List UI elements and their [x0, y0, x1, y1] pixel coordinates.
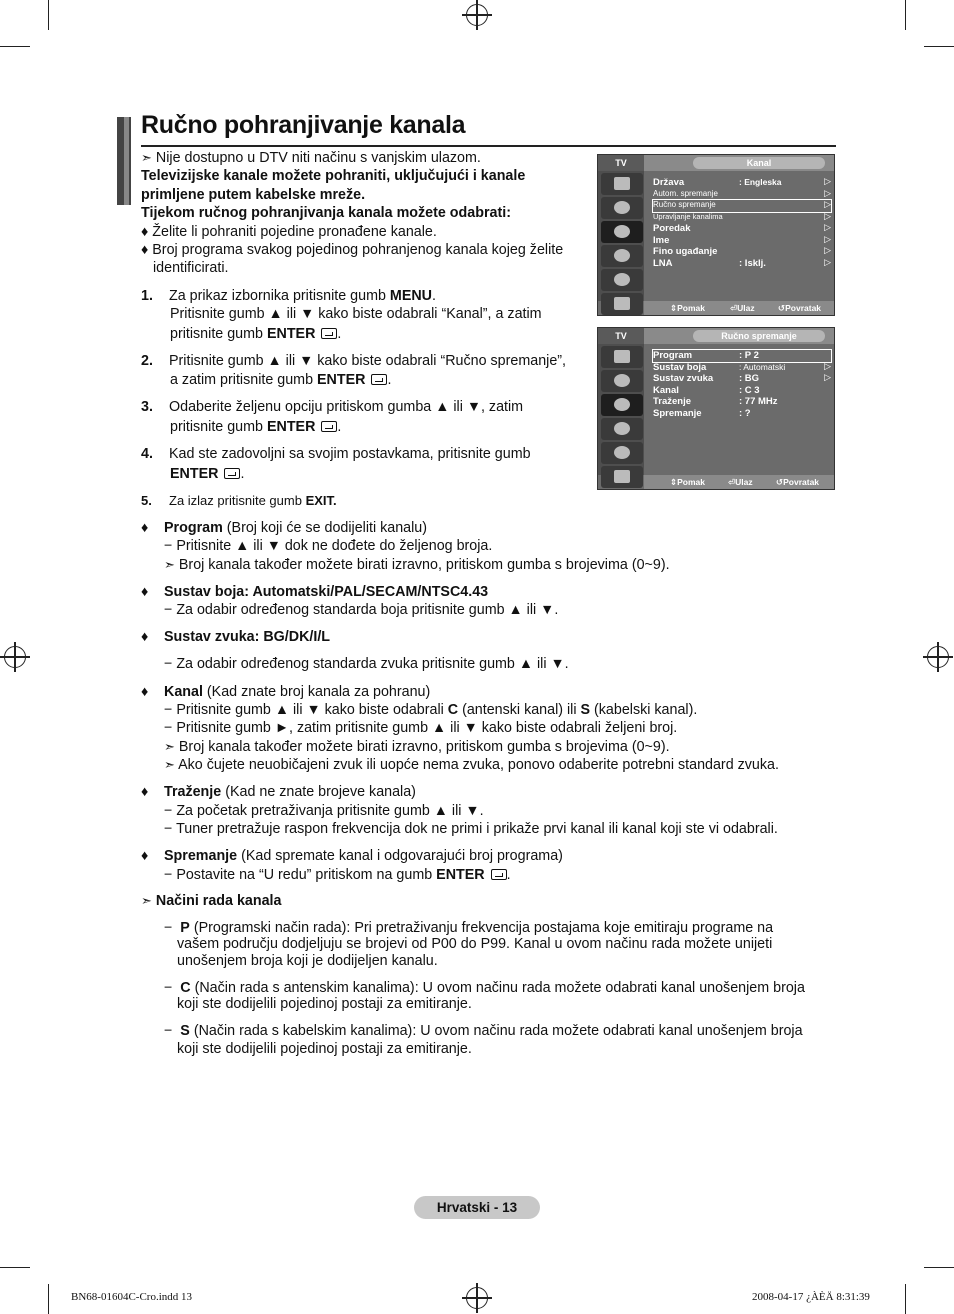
step-3-line — [170, 418, 341, 437]
step-number: 3. — [141, 399, 153, 415]
detail-line: − Pritisnite ▲ ili ▼ dok ne dođete do željenog broja. — [164, 538, 493, 554]
sound-icon[interactable] — [601, 197, 643, 219]
back-hint: ↺ Povratak — [776, 477, 820, 487]
diamond-bullet-icon: ♦ — [141, 520, 149, 536]
step-4 — [141, 445, 531, 464]
tv-menu-title: Ručno spremanje — [693, 330, 825, 342]
detail-text: (Kad znate broj kanala za pohranu) — [202, 684, 431, 700]
tv-menu-kanal — [597, 154, 835, 316]
crop-mark — [924, 46, 954, 47]
back-hint-label: Povratak — [785, 303, 822, 313]
menu-item-label: Spremanje — [653, 407, 702, 419]
menu-item-value: : P 2 — [739, 350, 759, 361]
key-label: ENTER — [266, 419, 316, 435]
step-2 — [141, 352, 566, 371]
detail-line: vašem području dodjeljuju se brojevi od P00 do P99. Kanal u ovom načinu rada možete unijeti — [177, 936, 773, 952]
diamond-bullet-icon: ♦ — [141, 629, 149, 645]
setup-icon[interactable] — [601, 418, 643, 440]
tv-menu-footer — [644, 475, 834, 489]
detail-text: Broj kanala također možete birati izravno, pritiskom gumba s brojevima (0~9). — [178, 557, 670, 573]
input-icon[interactable] — [601, 269, 643, 291]
step-text: pritisnite gumb — [170, 419, 267, 435]
detail-text-bold: S — [580, 702, 591, 718]
right-triangle-icon: ▷ — [824, 176, 831, 186]
right-triangle-icon: ▷ — [824, 360, 831, 371]
step-5 — [141, 492, 337, 511]
detail-line: − Pritisnite gumb ►, zatim pritisnite gumb ▲ ili ▼ kako biste odabrali željeni broj. — [164, 720, 678, 736]
tv-tag: TV — [598, 328, 644, 344]
sound-icon[interactable] — [601, 370, 643, 392]
detail-nacini-rada — [141, 892, 281, 911]
note-arrow-icon: ➣ — [141, 150, 152, 165]
registration-mark-icon — [466, 4, 488, 26]
menu-item-value: : ? — [739, 407, 751, 419]
enter-icon — [371, 374, 387, 385]
detail-heading: Načini rada kanala — [155, 893, 282, 909]
menu-item-label: Sustav boja — [653, 361, 707, 373]
enter-icon — [321, 421, 337, 432]
intro-note — [141, 149, 481, 168]
back-hint: ↺ Povratak — [778, 303, 822, 313]
detail-line: koji ste dodijelili pojedinoj postaji za emitiranje. — [177, 996, 472, 1012]
title-divider — [141, 145, 836, 147]
menu-item-label: Država — [653, 177, 685, 188]
enter-hint: ⏎ Ulaz — [730, 303, 755, 313]
detail-text: (Kad spremate kanal i odgovarajući broj programa) — [237, 848, 563, 864]
tv-menu-rows — [653, 177, 831, 269]
menu-item-sustav-zvuka[interactable] — [653, 373, 831, 385]
menu-item-value: : Engleska — [739, 177, 782, 187]
detail-text: (antenski kanal) ili — [458, 702, 581, 718]
digital-icon[interactable] — [601, 466, 643, 488]
right-triangle-icon: ▷ — [824, 187, 831, 198]
step-text: . — [337, 419, 342, 435]
mode-p: − P (Programski način rada): Pri pretraživanju frekvencija postajama koje emitiraju programe na — [164, 920, 774, 936]
channel-icon[interactable] — [601, 221, 643, 243]
menu-item-upravljanje-kanalima[interactable] — [653, 212, 831, 224]
menu-item-label: Fino ugađanje — [653, 246, 718, 257]
registration-mark-icon — [4, 646, 26, 668]
step-number: 2. — [141, 353, 153, 369]
detail-trazenje — [141, 783, 416, 802]
intro-bullet: ♦ Broj programa svakog pojedinog pohranjenog kanala kojeg želite — [141, 242, 564, 258]
crop-mark — [924, 1267, 954, 1268]
menu-item-value: : Isklj. — [739, 257, 766, 269]
note-arrow-icon: ➣ — [141, 893, 152, 908]
tv-menu-rucno-spremanje — [597, 327, 835, 490]
detail-note — [164, 738, 670, 757]
step-text: Za izlaz pritisnite gumb — [169, 493, 306, 508]
tv-menu-sidebar — [598, 344, 644, 475]
crop-mark — [905, 0, 906, 30]
step-text: pritisnite gumb — [170, 326, 267, 342]
enter-icon — [491, 869, 507, 880]
right-triangle-icon: ▷ — [824, 256, 831, 267]
menu-item-label: Ime — [653, 234, 670, 246]
tv-menu-title: Kanal — [693, 157, 825, 169]
move-hint: ⇕ Pomak — [670, 477, 705, 487]
crop-mark — [0, 1267, 30, 1268]
step-1-line: Pritisnite gumb ▲ ili ▼ kako biste odabrali “Kanal”, a zatim — [170, 306, 542, 322]
right-triangle-icon: ▷ — [824, 222, 831, 232]
detail-line: − Za početak pretraživanja pritisnite gumb ▲ ili ▼. — [164, 803, 484, 819]
detail-heading: Program — [164, 520, 223, 536]
tv-tag: TV — [598, 155, 644, 171]
menu-item-sustav-boja[interactable] — [653, 362, 831, 374]
enter-icon — [224, 468, 240, 479]
tv-menu-sidebar — [598, 171, 644, 301]
detail-text: (Broj koji će se dodijeliti kanalu) — [222, 520, 428, 536]
step-1 — [141, 287, 436, 306]
detail-text: Broj kanala također možete birati izravno, pritiskom gumba s brojevima (0~9). — [178, 739, 670, 755]
intro-bullet: ♦ Želite li pohraniti pojedine pronađene kanale. — [141, 224, 437, 240]
menu-item-program[interactable] — [653, 350, 831, 362]
detail-text: − Pritisnite gumb ▲ ili ▼ kako biste odabrali — [164, 702, 448, 718]
mode-letter: P — [180, 920, 190, 936]
detail-heading: Traženje — [164, 784, 222, 800]
digital-icon[interactable] — [601, 293, 643, 315]
detail-line: − Za odabir određenog standarda boja pritisnite gumb ▲ ili ▼. — [164, 602, 559, 618]
mode-c: − C (Način rada s antenskim kanalima): U ovom načinu rada možete odabrati kanal unošenjem broja — [164, 980, 805, 996]
key-label: EXIT. — [305, 493, 337, 508]
menu-item-ime[interactable] — [653, 235, 831, 247]
step-number: 5. — [141, 493, 152, 508]
detail-heading: Kanal — [164, 684, 203, 700]
detail-text: (Programski način rada): Pri pretraživanju frekvencija postajama koje emitiraju programe na — [189, 920, 774, 936]
step-text: Za prikaz izbornika pritisnite gumb — [169, 288, 390, 304]
detail-line: − Za odabir određenog standarda zvuka pritisnite gumb ▲ ili ▼. — [164, 656, 569, 672]
right-triangle-icon: ▷ — [824, 372, 831, 382]
detail-text: Ako čujete neuobičajeni zvuk ili uopće nema zvuka, ponovo odaberite potrebni standard zvuka. — [178, 757, 779, 773]
detail-line: − Tuner pretražuje raspon frekvencija dok ne primi i prikaže prvi kanal ili kanal koji ste vi odabrali. — [164, 821, 778, 837]
menu-item-value: : 77 MHz — [739, 396, 778, 407]
intro-note-text: Nije dostupno u DTV niti načinu s vanjskim ulazom. — [155, 150, 481, 166]
back-hint-label: Povratak — [783, 477, 820, 487]
detail-text: (Način rada s antenskim kanalima): U ovom načinu rada možete odabrati kanal unošenjem broja — [190, 980, 805, 996]
menu-item-value: : Automatski — [739, 361, 786, 372]
key-label: MENU — [389, 288, 433, 304]
menu-item-label: Traženje — [653, 396, 692, 407]
step-text: . — [240, 466, 245, 482]
note-arrow-icon: ➣ — [164, 739, 175, 754]
note-arrow-icon: ➣ — [164, 557, 175, 572]
intro-bullet: identificirati. — [153, 260, 229, 276]
crop-mark — [0, 46, 30, 47]
step-text: . — [337, 326, 342, 342]
menu-item-label: Upravljanje kanalima — [653, 211, 723, 221]
menu-item-label: Poredak — [653, 223, 691, 234]
title-accent-bar — [124, 117, 129, 205]
crop-mark — [48, 0, 49, 30]
step-2-line — [170, 371, 391, 390]
detail-kanal — [141, 683, 430, 702]
step-number: 4. — [141, 446, 153, 462]
intro-bold: Televizijske kanale možete pohraniti, uključujući i kanale — [141, 168, 526, 184]
tv-menu-rows — [653, 350, 831, 419]
menu-item-value: : BG — [739, 373, 760, 384]
registration-mark-icon — [466, 1287, 488, 1309]
right-triangle-icon: ▷ — [824, 199, 831, 209]
detail-heading: Sustav zvuka: BG/DK/I/L — [164, 629, 331, 645]
tv-menu-footer — [644, 301, 834, 315]
right-triangle-icon: ▷ — [824, 245, 831, 255]
enter-hint: ⏎ Ulaz — [728, 477, 753, 487]
detail-heading: Sustav boja: Automatski/PAL/SECAM/NTSC4.43 — [164, 584, 489, 600]
picture-icon[interactable] — [601, 173, 643, 195]
step-text: a zatim pritisnite gumb — [170, 372, 317, 388]
step-text: Pritisnite gumb ▲ ili ▼ kako biste odabrali “Ručno spremanje”, — [169, 353, 567, 369]
note-arrow-icon: ➣ — [164, 757, 175, 772]
menu-item-lna[interactable] — [653, 258, 831, 270]
key-label: ENTER — [266, 326, 316, 342]
diamond-bullet-icon: ♦ — [141, 684, 149, 700]
detail-text: − Postavite na “U redu” pritiskom na gumb — [164, 867, 437, 883]
print-slug-right: 2008-04-17 ¿ÀÈÄ 8:31:39 — [752, 1291, 870, 1303]
enter-icon — [321, 328, 337, 339]
detail-note — [164, 756, 779, 775]
key-label: ENTER — [317, 372, 366, 388]
detail-text: (Kad ne znate brojeve kanala) — [221, 784, 416, 800]
detail-spremanje — [141, 847, 563, 866]
detail-text: (Način rada s kabelskim kanalima): U ovom načinu rada možete odabrati kanal unošenjem broja — [189, 1023, 803, 1039]
diamond-bullet-icon: ♦ — [141, 784, 149, 800]
right-triangle-icon: ▷ — [824, 210, 831, 221]
detail-note — [164, 556, 670, 575]
detail-text-bold: C — [447, 702, 459, 718]
tv-menu-header — [598, 155, 834, 171]
mode-letter: C — [180, 980, 191, 996]
menu-item-autom-spremanje[interactable] — [653, 189, 831, 201]
detail-line: unošenjem broja koji je dodijeljen kanalu. — [177, 953, 438, 969]
page-title: Ručno pohranjivanje kanala — [141, 111, 466, 139]
step-number: 1. — [141, 288, 153, 304]
step-text: Odaberite željenu opciju pritiskom gumba ▲ ili ▼, zatim — [169, 399, 524, 415]
menu-item-label: Ručno spremanje — [653, 200, 716, 209]
enter-hint-label: Ulaz — [735, 477, 753, 487]
menu-item-label: Program — [653, 350, 693, 361]
detail-text: (kabelski kanal). — [590, 702, 698, 718]
detail-line — [164, 866, 511, 885]
move-hint: ⇕ Pomak — [670, 303, 705, 313]
move-hint-label: Pomak — [677, 477, 705, 487]
intro-bold: Tijekom ručnog pohranjivanja kanala možete odabrati: — [141, 205, 511, 221]
detail-sustav-zvuka — [141, 628, 330, 647]
detail-heading: Spremanje — [164, 848, 238, 864]
menu-item-trazenje[interactable] — [653, 396, 831, 408]
menu-item-drzava[interactable] — [653, 177, 831, 189]
menu-item-label: LNA — [653, 257, 673, 269]
page-number-badge: Hrvatski - 13 — [414, 1196, 540, 1219]
detail-line — [164, 701, 697, 720]
step-text: Kad ste zadovoljni sa svojim postavkama, pritisnite gumb — [169, 446, 531, 462]
input-icon[interactable] — [601, 442, 643, 464]
intro-bold: primljene putem kabelske mreže. — [141, 187, 366, 203]
step-1-line — [170, 325, 341, 344]
menu-item-kanal[interactable] — [653, 385, 831, 397]
menu-item-label: Kanal — [653, 384, 679, 396]
channel-icon[interactable] — [601, 394, 643, 416]
step-4-line — [170, 465, 244, 484]
key-label: ENTER — [436, 867, 485, 883]
menu-item-label: Autom. spremanje — [653, 188, 718, 198]
step-3 — [141, 398, 523, 417]
enter-hint-label: Ulaz — [737, 303, 755, 313]
setup-icon[interactable] — [601, 245, 643, 267]
crop-mark — [48, 1284, 49, 1314]
diamond-bullet-icon: ♦ — [141, 848, 149, 864]
crop-mark — [905, 1284, 906, 1314]
key-label: ENTER — [170, 466, 219, 482]
mode-s: − S (Način rada s kabelskim kanalima): U ovom načinu rada možete odabrati kanal unošenjem broja — [164, 1023, 803, 1039]
detail-text: . — [506, 867, 511, 883]
menu-item-spremanje[interactable] — [653, 408, 831, 420]
menu-item-rucno-spremanje[interactable] — [653, 200, 831, 212]
step-text: . — [432, 288, 436, 304]
detail-sustav-boja — [141, 583, 488, 602]
move-hint-label: Pomak — [677, 303, 705, 313]
menu-item-fino-ugadanje[interactable] — [653, 246, 831, 258]
diamond-bullet-icon: ♦ — [141, 584, 149, 600]
menu-item-label: Sustav zvuka — [653, 373, 714, 384]
menu-item-poredak[interactable] — [653, 223, 831, 235]
detail-line: koji ste dodijelili pojedinoj postaji za emitiranje. — [177, 1041, 472, 1057]
print-slug-left: BN68-01604C-Cro.indd 13 — [71, 1291, 192, 1303]
right-triangle-icon: ▷ — [824, 233, 831, 244]
menu-item-value: : C 3 — [739, 384, 760, 396]
tv-menu-header — [598, 328, 834, 344]
registration-mark-icon — [927, 646, 949, 668]
detail-program — [141, 519, 427, 538]
step-text: . — [387, 372, 392, 388]
picture-icon[interactable] — [601, 346, 643, 368]
mode-letter: S — [180, 1023, 190, 1039]
